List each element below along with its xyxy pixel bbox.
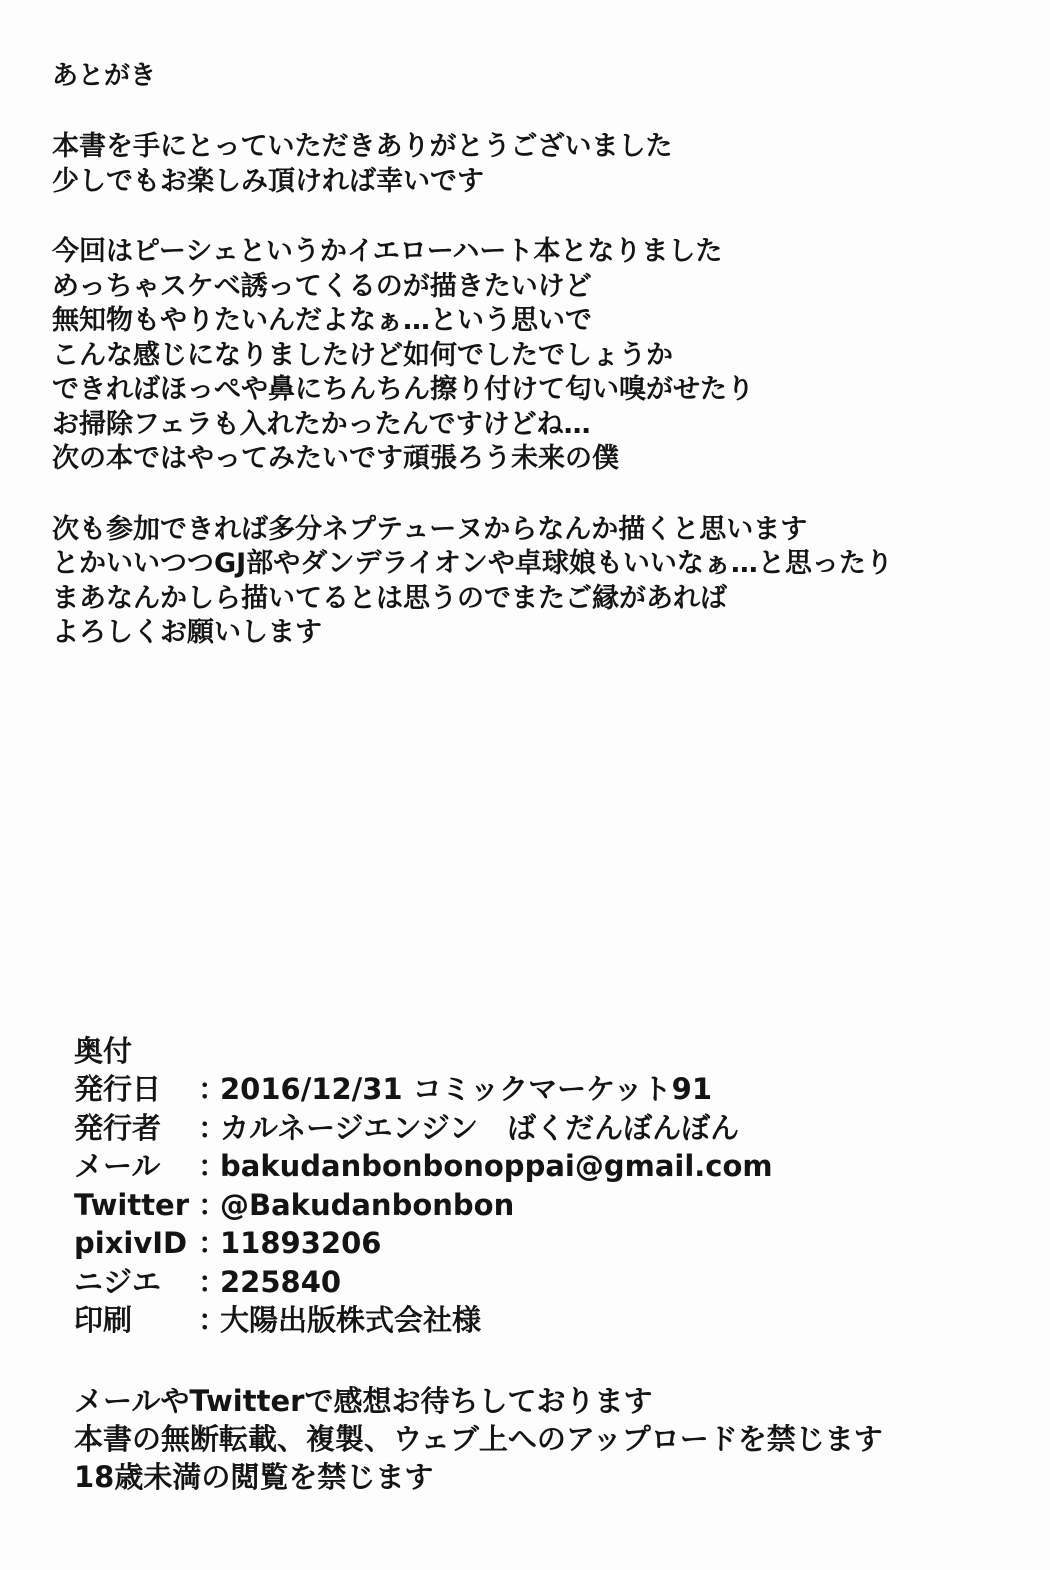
afterword-line: めっちゃスケベ誘ってくるのが描きたいけど <box>52 270 592 302</box>
afterword-line: 本書を手にとっていただきありがとうございました <box>52 131 673 162</box>
colophon-row-printer <box>74 1301 994 1340</box>
afterword-line: できればほっぺや鼻にちんちん擦り付けて匂い嗅がせたり <box>52 374 754 405</box>
afterword-line: 少しでもお楽しみ頂ければ幸いです <box>52 165 484 197</box>
colophon-value: bakudanbonbonoppai@gmail.com <box>220 1149 773 1183</box>
afterword-line: 今回はピーシェというかイエローハート本となりました <box>52 236 723 267</box>
colophon-row-twitter <box>74 1186 994 1225</box>
colophon-section <box>74 1032 994 1340</box>
colophon-row-publish-date <box>74 1070 994 1109</box>
colophon-value: @Bakudanbonbon <box>220 1187 515 1222</box>
colophon-row-publisher <box>74 1109 994 1148</box>
afterword-line: まあなんかしら描いてるとは思うのでまたご縁があれば <box>52 582 727 614</box>
closing-line: 18歳未満の閲覧を禁じます <box>74 1460 434 1494</box>
colophon-separator: ： <box>198 1110 228 1145</box>
afterword-heading: あとがき <box>52 61 157 91</box>
afterword-line: 次の本ではやってみたいです頑張ろう未来の僕 <box>52 443 619 474</box>
colophon-heading: 奥付 <box>74 1034 133 1068</box>
colophon-row-email <box>74 1147 994 1186</box>
colophon-separator: ： <box>198 1226 228 1260</box>
afterword-line: とかいいつつGJ部やダンデライオンや卓球娘もいいなぁ…と思ったり <box>52 548 893 579</box>
afterword-line: よろしくお願いします <box>52 617 322 648</box>
colophon-label: 発行者 <box>74 1110 162 1145</box>
afterword-line: 無知物もやりたいんだよなぁ…という思いで <box>52 305 592 336</box>
colophon-value: 2016/12/31 コミックマーケット91 <box>220 1072 713 1106</box>
colophon-label: ニジエ <box>74 1264 162 1299</box>
colophon-separator: ： <box>198 1072 228 1106</box>
closing-notes <box>74 1382 1014 1496</box>
colophon-label: メール <box>74 1149 161 1183</box>
afterword-paragraph-3 <box>52 513 1012 651</box>
colophon-value: カルネージエンジン ばくだんぼんぼん <box>220 1110 740 1145</box>
afterword-line: 次も参加できれば多分ネプテューヌからなんか描くと思います <box>52 513 808 545</box>
afterword-line: こんな感じになりましたけど如何でしたでしょうか <box>52 339 673 371</box>
afterword-paragraph-2 <box>52 235 1012 477</box>
closing-line: メールやTwitterで感想お待ちしております <box>74 1384 653 1418</box>
colophon-value: 225840 <box>220 1264 342 1299</box>
colophon-row-pixiv <box>74 1224 994 1263</box>
colophon-label: Twitter <box>74 1187 190 1222</box>
colophon-value: 11893206 <box>220 1226 382 1260</box>
colophon-separator: ： <box>198 1149 228 1183</box>
afterword-section <box>52 58 1012 651</box>
afterword-line: お掃除フェラも入れたかったんですけどね… <box>52 408 591 440</box>
colophon-value: 大陽出版株式会社様 <box>220 1303 482 1337</box>
colophon-separator: ： <box>198 1303 228 1337</box>
colophon-separator: ： <box>198 1264 228 1299</box>
colophon-label: pixivID <box>74 1226 188 1260</box>
closing-line: 本書の無断転載、複製、ウェブ上へのアップロードを禁じます <box>74 1422 883 1456</box>
colophon-label: 印刷 <box>74 1303 133 1337</box>
afterword-paragraph-1 <box>52 130 1012 199</box>
colophon-row-nijie <box>74 1263 994 1302</box>
colophon-separator: ： <box>198 1187 228 1222</box>
colophon-label: 発行日 <box>74 1072 162 1106</box>
